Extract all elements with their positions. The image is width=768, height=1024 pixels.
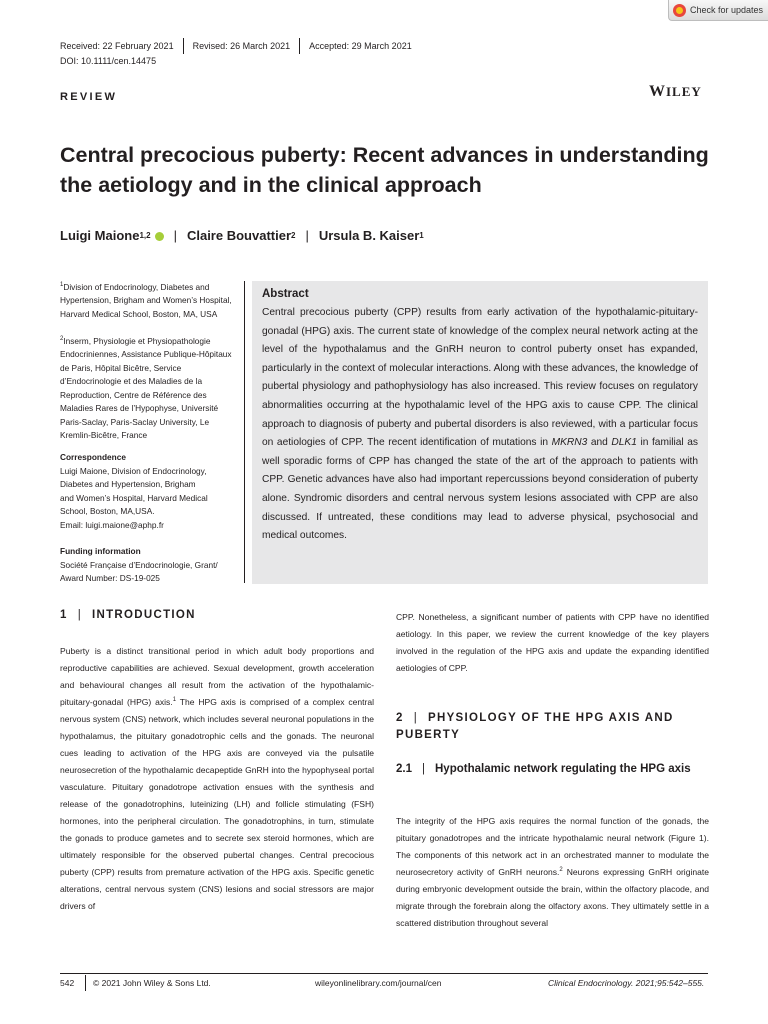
correspondence-email[interactable]: Email: luigi.maione@aphp.fr xyxy=(60,519,164,530)
orcid-icon[interactable] xyxy=(155,232,164,241)
section-number: 1 xyxy=(60,609,68,621)
subsection-number: 2.1 xyxy=(396,763,412,775)
author-separator: | xyxy=(305,228,309,243)
citation-ref: 1 xyxy=(172,697,177,704)
correspondence xyxy=(60,451,236,532)
section-heading-physiology: 2 | PHYSIOLOGY OF THE HPG AXIS AND PUBERTY xyxy=(396,712,674,741)
author-name[interactable]: Claire Bouvattier xyxy=(186,228,292,243)
received-date: Received: 22 February 2021 xyxy=(60,41,174,51)
affiliation-text: Division of Endocrinology, Diabetes and Hypertension, Brigham and Women’s Hospital, Harvard Medical School, Boston, MA, USA xyxy=(60,281,232,319)
copyright: © 2021 John Wiley & Sons Ltd. xyxy=(93,978,211,988)
affiliation-text: Inserm, Physiologie et Physiopathologie Endocriniennes, Assistance Publique-Hôpitaux de Paris, Hôpital Bicêtre, Service d’Endocrinologie et des Maladies de la Reproduction, Centre de Référence des Maladies Rares de l’Hypophyse, Université Paris-Saclay, Paris-Saclay University, Le Kremlin-Bicêtre, France xyxy=(60,335,232,441)
section-title: PHYSIOLOGY OF THE HPG AXIS AND PUBERTY xyxy=(396,712,674,741)
journal-url[interactable]: wileyonlinelibrary.com/journal/cen xyxy=(315,978,442,988)
correspondence-line: Diabetes and Hypertension, Brigham xyxy=(60,479,196,489)
gene-name: MKRN3 xyxy=(551,437,588,449)
abstract-heading: Abstract xyxy=(262,288,309,300)
author-affiliation: 2 xyxy=(291,231,296,240)
introduction-paragraph: Puberty is a distinct transitional period in which adult body proportions and reproductive capabilities are achieved. Sexual development, growth acceleration and behavioural changes all result from the activation of the hypothalamic-pituitary-gonadal (HPG) axis.$^1$ The HPG axis is comprised of a complex central nervous system (CNS) network, which includes several neuronal populations in the hypothalamus, the pituitary gonadotrophic cells and the gonads. The neuronal cues leading to activation of the HPG axis are conveyed via the pulsatile neurosecretion of the hypothalamic decapeptide GnRH into the hypophyseal portal vasculature. Pituitary gonadotrope activation ensues with the synthesis and release of the gonadotrophins, luteinizing (LH) and follicle stimulating (FSH) hormones, into the peripheral circulation. The gonadotrophins, in turn, stimulate the gonads to produce gametes and to secrete sex steroid hormones, which are ultimately responsible for the observed pubertal changes. Central precocious puberty (CPP) results from premature activation of the HPG axis. Specific genetic alterations, central nervous system (CNS) lesions and social stressors are major drivers of xyxy=(60,646,375,911)
abstract-box xyxy=(252,281,708,584)
affiliation-1 xyxy=(60,279,236,321)
correspondence-line: Luigi Maione, Division of Endocrinology, xyxy=(60,465,207,476)
revised-date: Revised: 26 March 2021 xyxy=(192,41,291,51)
publisher-logo xyxy=(649,83,702,101)
section-number: 2 xyxy=(396,712,404,724)
article-dates xyxy=(60,38,412,54)
introduction-paragraph-continued: CPP. Nonetheless, a significant number of patients with CPP have no identified aetiology. In this paper, we review the current knowledge of the key players involved in the regulation of the HPG axis and update the expanding identified aetiologies of CPP. xyxy=(396,612,709,673)
affiliation-number: 1 xyxy=(60,282,64,288)
doi[interactable]: DOI: 10.1111/cen.14475 xyxy=(60,56,157,66)
citation-ref: 2 xyxy=(559,867,563,874)
gene-name: DLK1 xyxy=(611,437,637,449)
author-list xyxy=(60,228,424,243)
crossmark-icon xyxy=(673,4,686,17)
funding-text: Société Française d’Endocrinologie, Grant/ Award Number: DS-19-025 xyxy=(60,559,218,583)
accepted-date: Accepted: 29 March 2021 xyxy=(309,41,412,51)
article-title: Central precocious puberty: Recent advances in understanding the aetiology and in the clinical approach xyxy=(60,143,709,197)
funding-heading: Funding information xyxy=(60,546,141,556)
section-title: INTRODUCTION xyxy=(92,609,196,621)
logo-initial: W xyxy=(649,83,666,100)
correspondence-line: School, Boston, MA,USA. xyxy=(60,506,155,516)
footer-rule xyxy=(60,973,708,974)
subsection-heading: 2.1 | Hypothalamic network regulating the HPG axis xyxy=(396,763,691,775)
funding xyxy=(60,545,236,586)
subsection-title: Hypothalamic network regulating the HPG axis xyxy=(435,763,691,775)
footer-divider xyxy=(85,975,86,991)
author-separator: | xyxy=(173,228,177,243)
subsection-paragraph: The integrity of the HPG axis requires the normal function of the gonads, the pituitary gonadotropes and the intricate hypothalamic neural network (Figure 1). The components of this network act in an orchestrated manner to modulate the neurosecretory activity of GnRH neurons.$^2$ Neurons expressing GnRH originate during embryonic development outside the brain, within the olfactory placode, and migrate through the forebrain along the olfactory axons. They ultimately settle in a scattered distribution throughout several xyxy=(396,816,709,928)
correspondence-line: and Women’s Hospital, Harvard Medical xyxy=(60,492,208,503)
abstract-text: Central precocious puberty (CPP) results from early activation of the hypothalamic-pituitary-gonadal (HPG) axis. The current state of knowledge of the complex neural network acting at the level of the hypothalamus and the GnRH neuron to control puberty onset has expanded, particularly in the context of molecular interactions. Along with these advances, the knowledge of pubertal physiology and pathophysiology has also increased. This review focuses on regulatory abnormalities occurring at the hypothalamic level of the HPG axis to cause CPP. The clinical approach to diagnosis of puberty and pubertal disorders is also reviewed, with a particular focus on aetiologies of CPP. The recent identification of mutations in MKRN3 and DLK1 in familial as well sporadic forms of CPP has changed the state of the art of the approach to patients with CPP. Genetic advances have also had important repercussions beyond consideration of puberty alone. Syndromic disorders and central nervous system lesions associated with CPP are also discussed. If untreated, these conditions may lead to adverse physical, psychosocial and medical outcomes. xyxy=(262,307,698,542)
author-affiliation: 1 xyxy=(419,231,424,240)
affiliation-number: 2 xyxy=(60,336,64,342)
logo-rest: ILEY xyxy=(666,84,702,99)
author-name[interactable]: Ursula B. Kaiser xyxy=(318,228,420,243)
check-for-updates-label: Check for updates xyxy=(690,5,764,15)
section-heading-introduction: 1 | INTRODUCTION xyxy=(60,609,196,621)
correspondence-heading: Correspondence xyxy=(60,452,126,462)
author-name[interactable]: Luigi Maione xyxy=(60,228,140,243)
section-label: REVIEW xyxy=(60,91,118,103)
column-divider xyxy=(244,281,245,583)
check-for-updates-button[interactable] xyxy=(668,0,768,21)
divider xyxy=(299,38,300,54)
author-affiliation: 1,2 xyxy=(139,231,151,240)
affiliation-2 xyxy=(60,333,236,443)
page-number: 542 xyxy=(60,978,75,988)
divider xyxy=(183,38,184,54)
citation: Clinical Endocrinology. 2021;95:542–555. xyxy=(548,978,705,988)
